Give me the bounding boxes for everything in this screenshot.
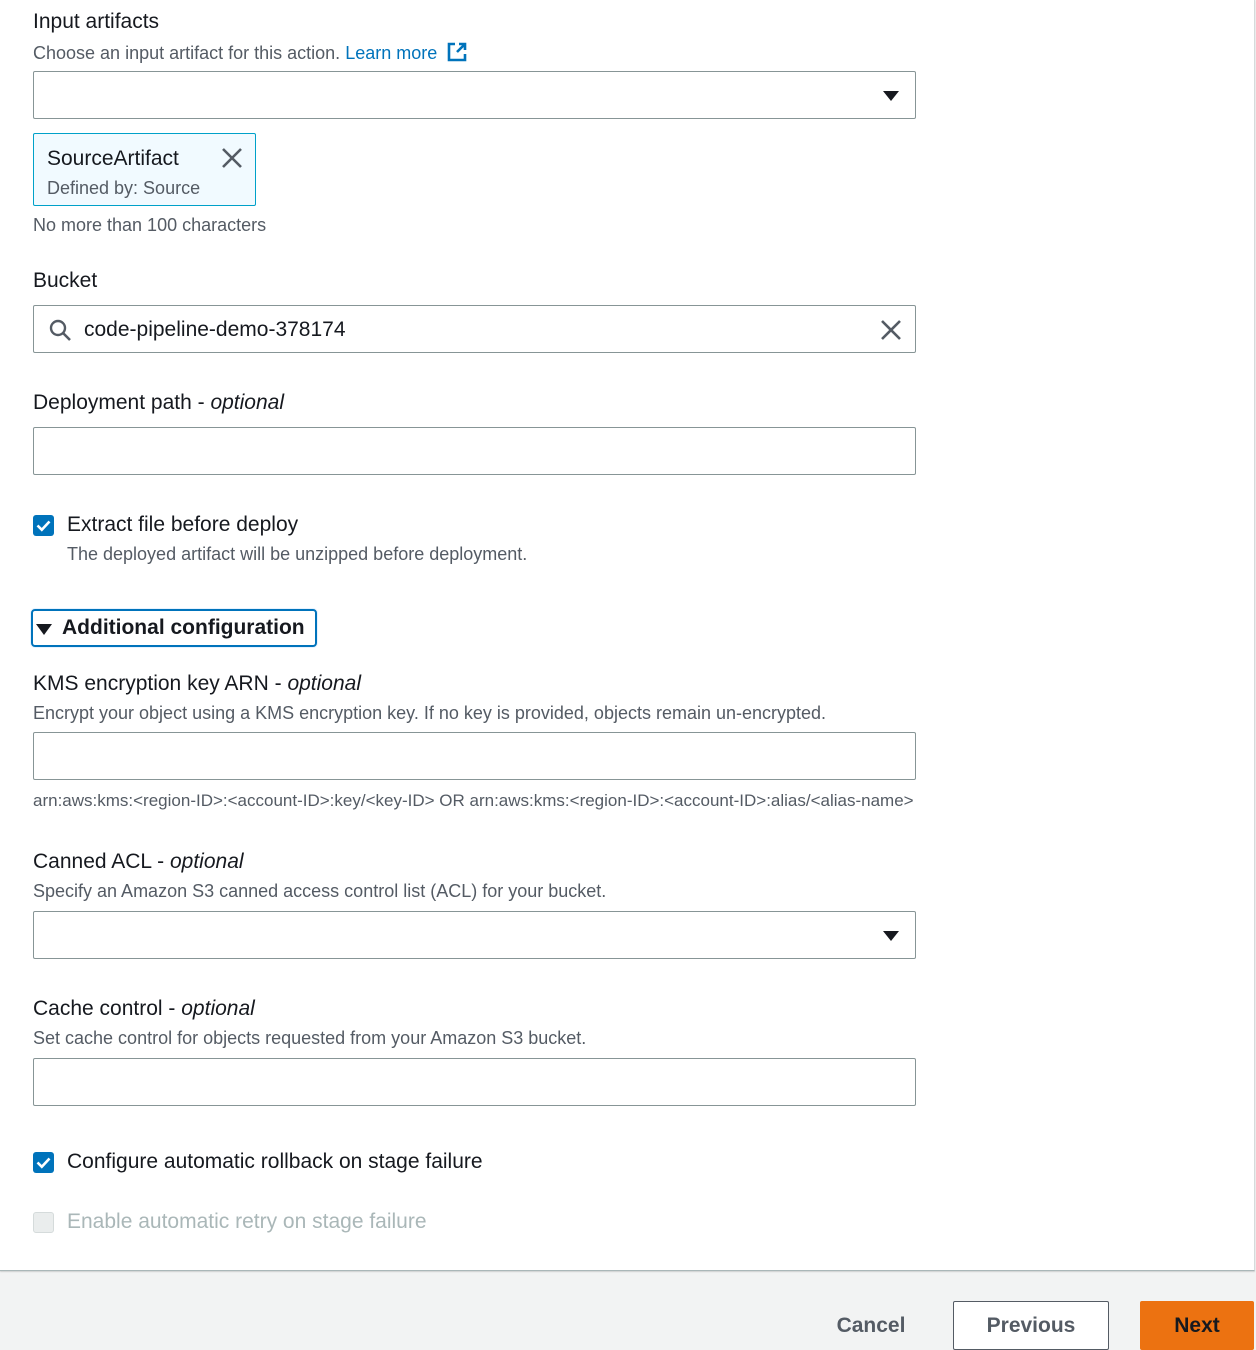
expand-caret-icon (36, 624, 52, 635)
deployment-path-input[interactable] (33, 427, 916, 475)
canned-acl-select[interactable] (33, 911, 916, 959)
cache-control-input[interactable] (33, 1058, 916, 1106)
input-artifacts-label: Input artifacts (33, 10, 160, 33)
deployment-path-label-text: Deployment path (33, 391, 192, 414)
artifact-token (33, 133, 256, 206)
bucket-label: Bucket (33, 269, 98, 292)
learn-more-text: Learn more (345, 43, 438, 63)
cache-control-label-text: Cache control (33, 997, 163, 1020)
input-artifacts-constraint: No more than 100 characters (33, 215, 267, 235)
bucket-value: code-pipeline-demo-378174 (84, 318, 346, 341)
rollback-checkbox[interactable] (33, 1152, 54, 1173)
kms-description: Encrypt your object using a KMS encryption key. If no key is provided, objects remain un-encrypted. (33, 703, 827, 723)
extract-description: The deployed artifact will be unzipped before deployment. (67, 544, 528, 564)
clear-icon[interactable] (879, 318, 903, 342)
optional-tag: optional (181, 997, 255, 1020)
search-icon (48, 318, 72, 342)
caret-down-icon (883, 931, 899, 941)
rollback-label: Configure automatic rollback on stage failure (67, 1150, 483, 1173)
next-button[interactable]: Next (1140, 1301, 1254, 1350)
input-artifacts-description (33, 41, 468, 64)
canned-acl-label: Canned ACL - optional (33, 850, 244, 873)
cache-control-label: Cache control - optional (33, 997, 255, 1020)
optional-tag: optional (169, 850, 244, 873)
check-icon (33, 515, 54, 536)
kms-label-text: KMS encryption key ARN (33, 672, 269, 695)
bucket-search-input[interactable] (33, 305, 916, 353)
learn-more-link[interactable] (345, 43, 468, 63)
deployment-path-label: Deployment path - optional (33, 391, 284, 414)
close-icon[interactable] (220, 146, 244, 170)
canned-acl-label-text: Canned ACL (33, 850, 152, 873)
artifact-token-meta: Defined by: Source (47, 178, 201, 198)
cancel-button[interactable]: Cancel (836, 1313, 906, 1337)
retry-checkbox[interactable] (33, 1212, 54, 1233)
input-artifact-select[interactable] (33, 71, 916, 119)
optional-tag: optional (287, 672, 361, 695)
kms-hint: arn:aws:kms:<region-ID>:<account-ID>:key/<key-ID> OR arn:aws:kms:<region-ID>:<account-ID>:alias/<alias-name> (33, 791, 914, 810)
canned-acl-description: Specify an Amazon S3 canned access control list (ACL) for your bucket. (33, 881, 607, 901)
additional-config-label: Additional configuration (62, 616, 305, 639)
cache-control-description: Set cache control for objects requested from your Amazon S3 bucket. (33, 1028, 587, 1048)
caret-down-icon (883, 91, 899, 101)
kms-input[interactable] (33, 732, 916, 780)
extract-checkbox[interactable] (33, 515, 54, 536)
optional-tag: optional (210, 391, 284, 414)
check-icon (33, 1152, 54, 1173)
input-artifacts-description-text: Choose an input artifact for this action. (33, 43, 341, 63)
extract-label: Extract file before deploy (67, 513, 299, 536)
artifact-token-name: SourceArtifact (47, 147, 179, 170)
previous-button[interactable]: Previous (953, 1301, 1109, 1350)
external-link-icon (446, 41, 468, 63)
retry-label: Enable automatic retry on stage failure (67, 1210, 427, 1233)
kms-label: KMS encryption key ARN - optional (33, 672, 361, 695)
additional-config-toggle[interactable] (31, 609, 317, 647)
